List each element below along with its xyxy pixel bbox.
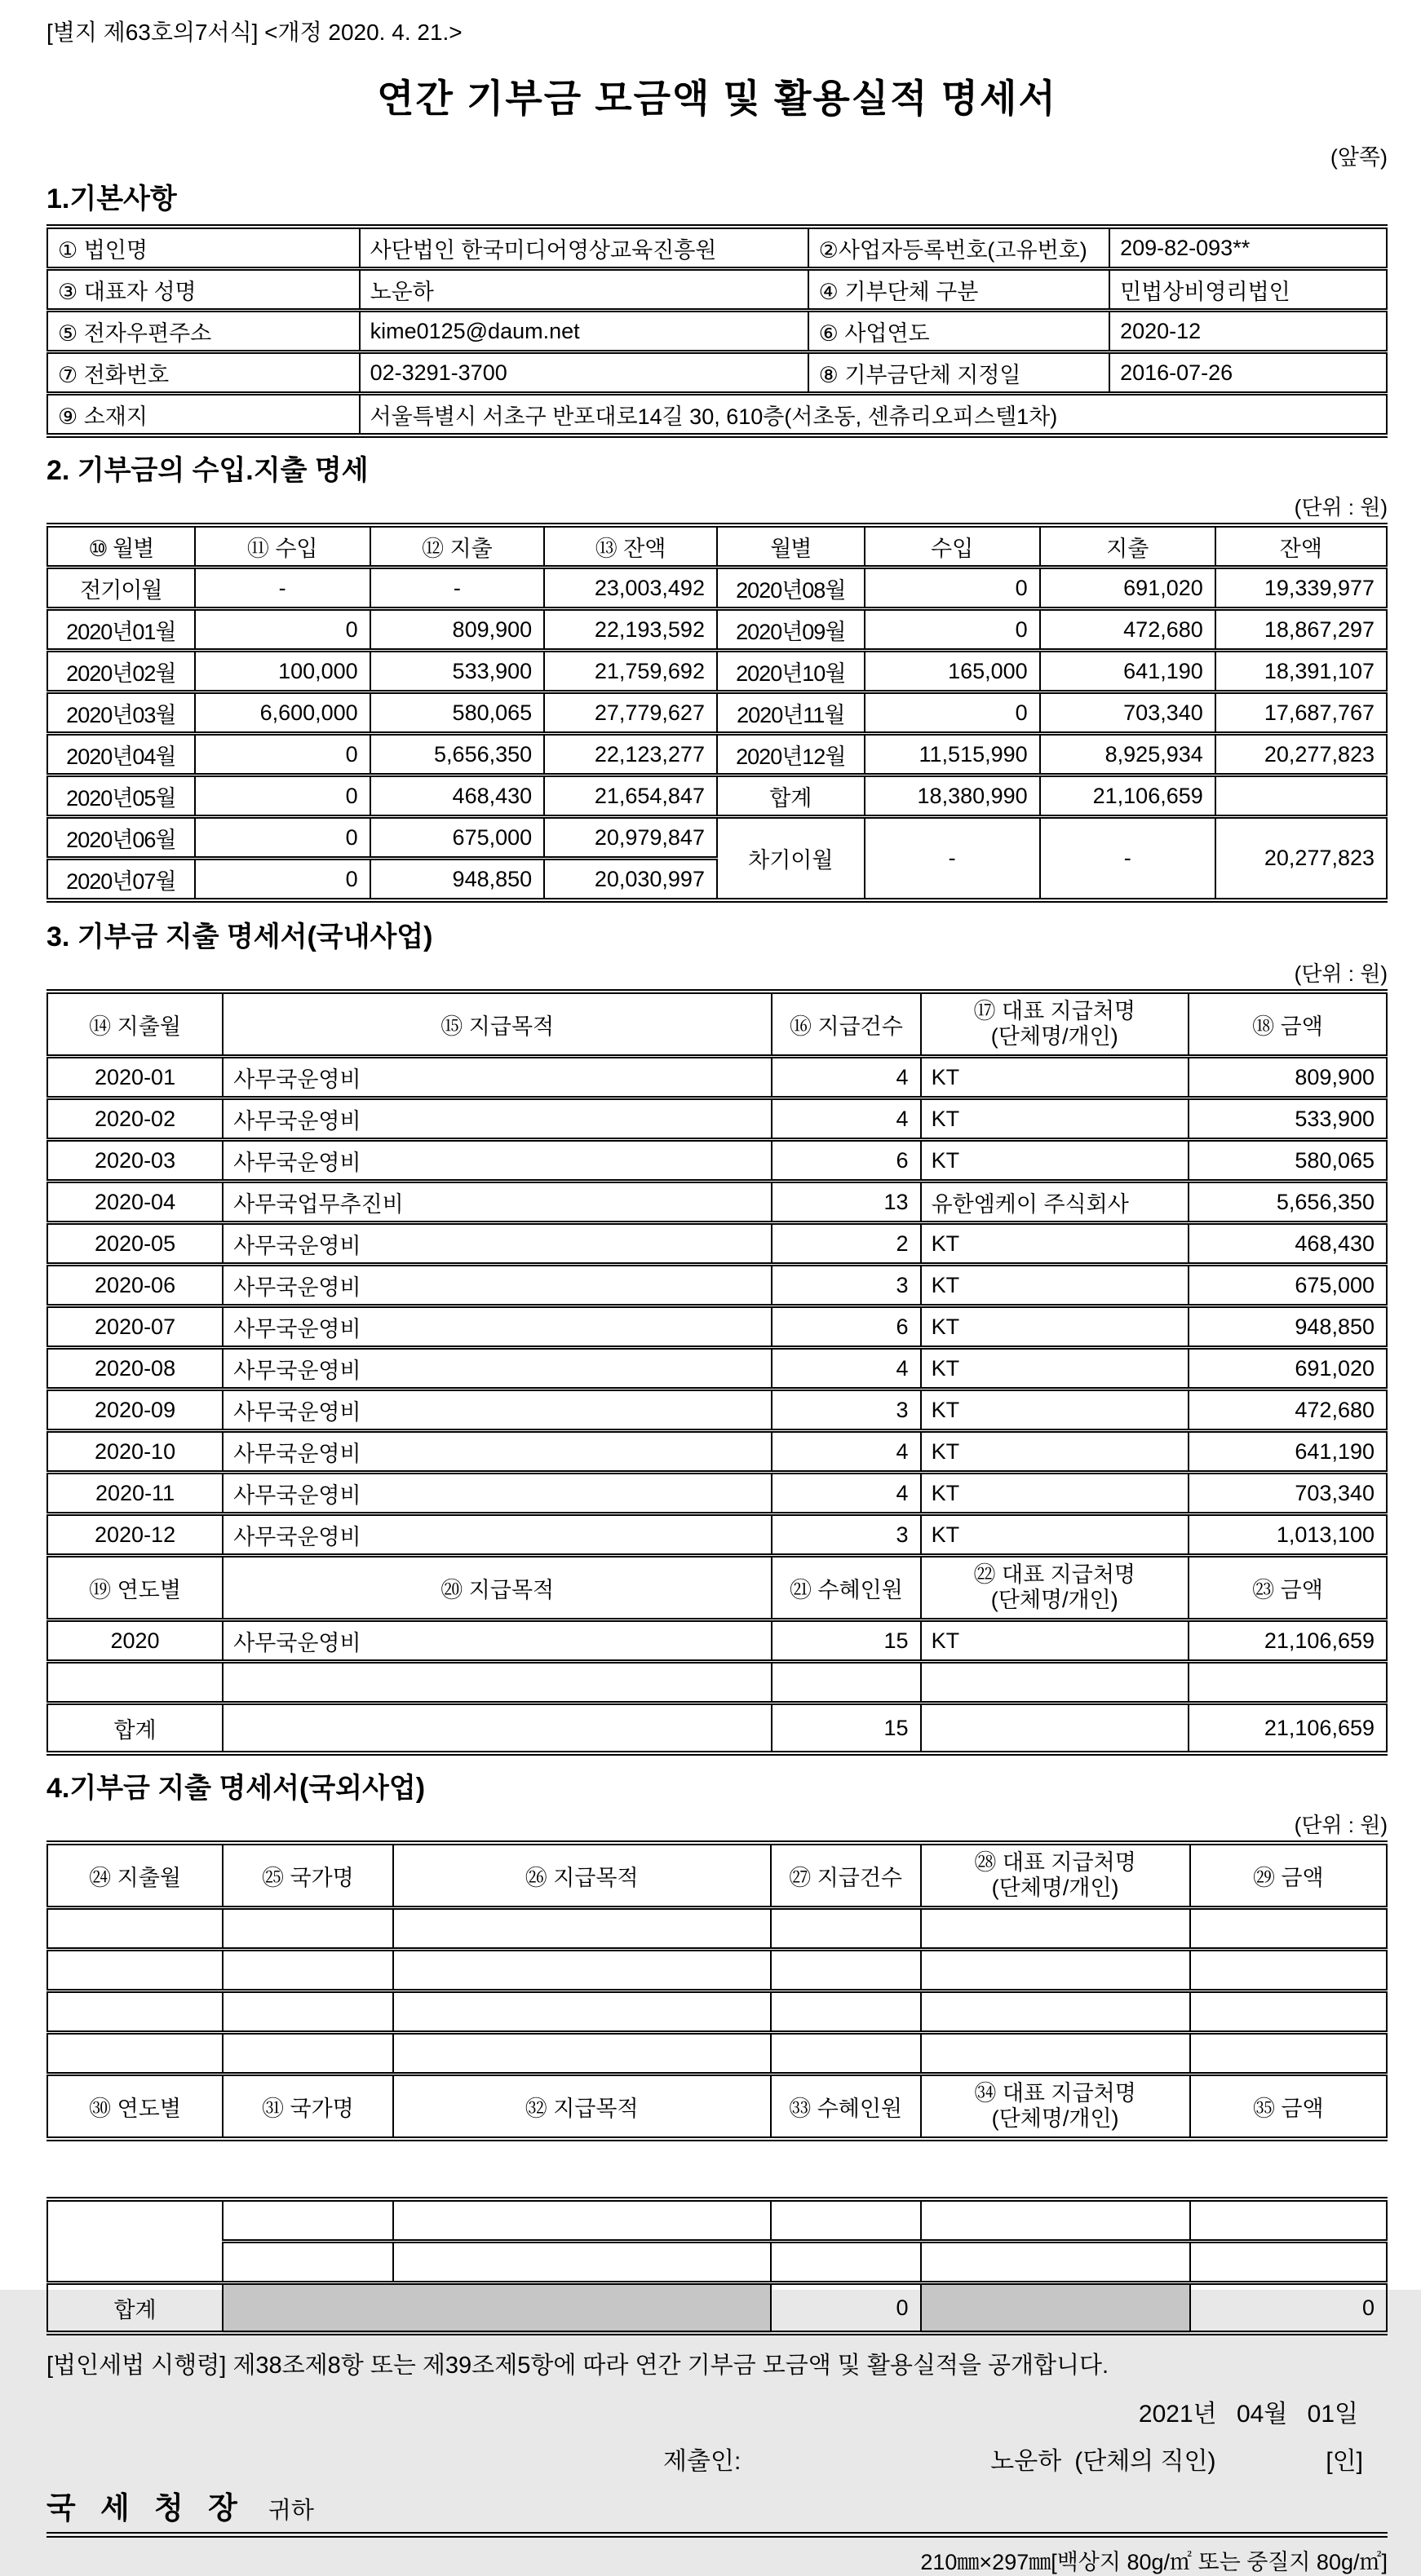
empty-cell — [921, 1662, 1189, 1703]
amount-cell: 472,680 — [1189, 1390, 1387, 1431]
table-row — [47, 1223, 1387, 1265]
count-cell: 6 — [772, 1306, 920, 1348]
carryover-label-cell: 차기이월 — [717, 817, 865, 901]
field-value: 2016-07-26 — [1109, 352, 1387, 394]
recipient-line — [46, 2483, 1388, 2527]
column-header: ㉞ 대표 지급처명 (단체명/개인) — [921, 2074, 1190, 2140]
total-row — [47, 2283, 1387, 2334]
month-cell: 2020년02월 — [47, 651, 195, 692]
empty-cell — [47, 1950, 223, 1991]
field-label: ③ 대표자 성명 — [47, 269, 360, 311]
table-row — [47, 1098, 1387, 1140]
empty-cell — [223, 1908, 393, 1950]
payee-cell: KT — [921, 1306, 1189, 1348]
empty-cell — [393, 2199, 771, 2242]
column-header: 월별 — [717, 525, 865, 568]
column-header: ㉓ 금액 — [1189, 1556, 1387, 1620]
empty-cell — [223, 2242, 393, 2283]
purpose-cell: 사무국운영비 — [223, 1348, 772, 1390]
expense-cell: 703,340 — [1040, 692, 1215, 734]
form-reference: [별지 제63호의7서식] <개정 2020. 4. 21.> — [46, 20, 463, 45]
table-row — [47, 1950, 1387, 1991]
empty-cell — [1190, 1991, 1387, 2033]
expense-cell: 21,106,659 — [1040, 775, 1215, 817]
expense-cell: 580,065 — [370, 692, 544, 734]
purpose-cell: 사무국운영비 — [223, 1390, 772, 1431]
amount-cell: 948,850 — [1189, 1306, 1387, 1348]
month-cell: 2020-05 — [47, 1223, 223, 1265]
expense-cell: 8,925,934 — [1040, 734, 1215, 775]
income-cell: 0 — [195, 775, 370, 817]
table-row — [47, 1390, 1387, 1431]
paper-spec-note: 210㎜×297㎜[백상지 80g/㎡ 또는 중질지 80g/㎡] — [920, 2550, 1388, 2574]
header-row — [47, 2074, 1387, 2140]
balance-cell: 21,654,847 — [544, 775, 717, 817]
empty-cell — [47, 1662, 223, 1703]
field-label: ⑦ 전화번호 — [47, 352, 360, 394]
balance-cell: 17,687,767 — [1215, 692, 1387, 734]
table-row — [47, 1908, 1387, 1950]
payee-cell: KT — [921, 1140, 1189, 1182]
amount-cell: 809,900 — [1189, 1057, 1387, 1098]
column-header: ⑲ 연도별 — [47, 1556, 223, 1620]
column-header: ㉜ 지급목적 — [393, 2074, 771, 2140]
income-cell: - — [195, 568, 370, 609]
field-value: kime0125@daum.net — [360, 311, 808, 352]
empty-cell — [47, 2199, 223, 2283]
income-cell: 0 — [195, 859, 370, 901]
field-label: ②사업자등록번호(고유번호) — [808, 227, 1109, 269]
income-cell: 100,000 — [195, 651, 370, 692]
field-value: 서울특별시 서초구 반포대로14길 30, 610층(서초동, 센츄리오피스텔1차) — [360, 394, 1387, 436]
domestic-expense-table — [46, 989, 1388, 1756]
column-header: ⑭ 지출월 — [47, 992, 223, 1057]
payee-cell: KT — [921, 1348, 1189, 1390]
amount-cell: 580,065 — [1189, 1140, 1387, 1182]
section2-heading: 2. 기부금의 수입.지출 명세 — [46, 455, 369, 486]
submission-date: 2021년 04월 01일 — [1138, 2401, 1358, 2428]
empty-cell — [771, 1991, 921, 2033]
empty-cell — [1190, 2199, 1387, 2242]
balance-cell: 18,867,297 — [1215, 609, 1387, 651]
count-cell: 13 — [772, 1182, 920, 1223]
empty-cell — [1190, 2242, 1387, 2283]
income-cell: 165,000 — [865, 651, 1040, 692]
field-value: 209-82-093** — [1109, 227, 1387, 269]
table-row — [47, 775, 1387, 817]
expense-cell: 533,900 — [370, 651, 544, 692]
count-cell: 4 — [772, 1098, 920, 1140]
column-header: ㉝ 수혜인원 — [771, 2074, 921, 2140]
balance-cell: 20,277,823 — [1215, 817, 1387, 901]
income-cell: 11,515,990 — [865, 734, 1040, 775]
table-row — [47, 1620, 1387, 1662]
field-label: ⑤ 전자우편주소 — [47, 311, 360, 352]
amount-cell: 21,106,659 — [1189, 1703, 1387, 1754]
month-cell: 2020-07 — [47, 1306, 223, 1348]
amount-cell: 675,000 — [1189, 1265, 1387, 1306]
month-cell: 2020년07월 — [47, 859, 195, 901]
expense-cell: 641,190 — [1040, 651, 1215, 692]
column-header: ㉗ 지급건수 — [771, 1843, 921, 1908]
month-cell: 2020년12월 — [717, 734, 865, 775]
balance-cell: 20,979,847 — [544, 817, 717, 859]
balance-cell: 19,339,977 — [1215, 568, 1387, 609]
month-cell: 2020-08 — [47, 1348, 223, 1390]
month-cell: 2020년09월 — [717, 609, 865, 651]
payee-cell: KT — [921, 1473, 1189, 1514]
table-row — [47, 1348, 1387, 1390]
submitter-line — [46, 2441, 1388, 2477]
table-row — [47, 269, 1387, 311]
total-row — [47, 1703, 1387, 1754]
field-value: 노운하 — [360, 269, 808, 311]
column-header: ㉛ 국가명 — [223, 2074, 393, 2140]
submitter-name: 노운하 — [990, 2448, 1062, 2475]
table-row — [47, 1306, 1387, 1348]
empty-cell — [223, 1991, 393, 2033]
table-row — [47, 1182, 1387, 1223]
count-cell: 4 — [772, 1348, 920, 1390]
column-header: ㉙ 금액 — [1190, 1843, 1387, 1908]
purpose-cell: 사무국운영비 — [223, 1265, 772, 1306]
month-cell: 2020년11월 — [717, 692, 865, 734]
column-header: ⑮ 지급목적 — [223, 992, 772, 1057]
section1-heading: 1.기본사항 — [46, 183, 177, 214]
column-header: 지출 — [1040, 525, 1215, 568]
expense-cell: 472,680 — [1040, 609, 1215, 651]
month-cell: 2020-01 — [47, 1057, 223, 1098]
bottom-rule — [46, 2532, 1388, 2538]
balance-cell: 18,391,107 — [1215, 651, 1387, 692]
column-header: 수입 — [865, 525, 1040, 568]
field-label: ⑥ 사업연도 — [808, 311, 1109, 352]
balance-cell: 23,003,492 — [544, 568, 717, 609]
balance-cell: 20,030,997 — [544, 859, 717, 901]
expense-cell: 948,850 — [370, 859, 544, 901]
amount-cell: 703,340 — [1189, 1473, 1387, 1514]
header-row — [47, 1843, 1387, 1908]
empty-cell — [393, 2242, 771, 2283]
empty-cell — [47, 2033, 223, 2074]
column-header: 잔액 — [1215, 525, 1387, 568]
month-cell: 2020-11 — [47, 1473, 223, 1514]
income-cell: 0 — [195, 734, 370, 775]
empty-cell — [1190, 1950, 1387, 1991]
page-side-note: (앞쪽) — [1330, 145, 1388, 170]
empty-cell — [393, 1950, 771, 1991]
empty-cell — [771, 1908, 921, 1950]
amount-cell: 1,013,100 — [1189, 1514, 1387, 1556]
income-cell: 0 — [195, 817, 370, 859]
table-row — [47, 817, 1387, 859]
income-cell: 6,600,000 — [195, 692, 370, 734]
empty-cell — [223, 2199, 393, 2242]
month-cell: 2020-06 — [47, 1265, 223, 1306]
table-row — [47, 2242, 1387, 2283]
month-cell: 2020-03 — [47, 1140, 223, 1182]
table-row — [47, 394, 1387, 436]
amount-cell: 468,430 — [1189, 1223, 1387, 1265]
balance-cell: 21,759,692 — [544, 651, 717, 692]
month-cell: 2020-04 — [47, 1182, 223, 1223]
table-row — [47, 651, 1387, 692]
payee-cell: KT — [921, 1620, 1189, 1662]
people-cell: 15 — [772, 1620, 920, 1662]
table-row — [47, 1057, 1387, 1098]
empty-cell — [1190, 1908, 1387, 1950]
table-row — [47, 227, 1387, 269]
month-cell: 2020년08월 — [717, 568, 865, 609]
column-header: ㉚ 연도별 — [47, 2074, 223, 2140]
balance-cell: 22,193,592 — [544, 609, 717, 651]
column-header: ⑬ 잔액 — [544, 525, 717, 568]
column-header: ⑱ 금액 — [1189, 992, 1387, 1057]
field-label: ⑨ 소재지 — [47, 394, 360, 436]
column-header: ⑫ 지출 — [370, 525, 544, 568]
amount-cell: 5,656,350 — [1189, 1182, 1387, 1223]
field-label: ① 법인명 — [47, 227, 360, 269]
shaded-cell — [223, 2283, 771, 2334]
count-cell: 2 — [772, 1223, 920, 1265]
payee-cell: KT — [921, 1431, 1189, 1473]
total-label-cell: 합계 — [47, 1703, 223, 1754]
column-header: ⑰ 대표 지급처명 (단체명/개인) — [921, 992, 1189, 1057]
field-value: 사단법인 한국미디어영상교육진흥원 — [360, 227, 808, 269]
empty-cell — [223, 2033, 393, 2074]
purpose-cell: 사무국운영비 — [223, 1140, 772, 1182]
empty-cell — [921, 1703, 1189, 1754]
amount-cell: 0 — [1190, 2283, 1387, 2334]
income-cell: 18,380,990 — [865, 775, 1040, 817]
income-cell: 0 — [865, 692, 1040, 734]
month-cell: 2020년03월 — [47, 692, 195, 734]
column-header: ㉑ 수혜인원 — [772, 1556, 920, 1620]
month-cell: 2020-09 — [47, 1390, 223, 1431]
income-cell: 0 — [195, 609, 370, 651]
amount-cell: 533,900 — [1189, 1098, 1387, 1140]
year-cell: 2020 — [47, 1620, 223, 1662]
payee-cell: KT — [921, 1390, 1189, 1431]
table-row — [47, 2033, 1387, 2074]
empty-cell — [921, 1908, 1190, 1950]
expense-cell: 675,000 — [370, 817, 544, 859]
income-expense-table — [46, 523, 1388, 903]
expense-cell: 691,020 — [1040, 568, 1215, 609]
payee-cell: 유한엠케이 주식회사 — [921, 1182, 1189, 1223]
count-cell: 6 — [772, 1140, 920, 1182]
purpose-cell: 사무국운영비 — [223, 1431, 772, 1473]
payee-cell: KT — [921, 1514, 1189, 1556]
expense-cell: 809,900 — [370, 609, 544, 651]
income-cell: 0 — [865, 609, 1040, 651]
column-header: ㉟ 금액 — [1190, 2074, 1387, 2140]
expense-cell: - — [1040, 817, 1215, 901]
income-cell: - — [865, 817, 1040, 901]
amount-cell: 641,190 — [1189, 1431, 1387, 1473]
month-cell: 2020-10 — [47, 1431, 223, 1473]
empty-cell — [772, 1662, 920, 1703]
payee-cell: KT — [921, 1223, 1189, 1265]
empty-cell — [47, 1908, 223, 1950]
table-row — [47, 568, 1387, 609]
section3-heading: 3. 기부금 지출 명세서(국내사업) — [46, 921, 433, 952]
empty-cell — [47, 1991, 223, 2033]
purpose-cell: 사무국운영비 — [223, 1514, 772, 1556]
empty-cell — [771, 2033, 921, 2074]
recipient-name: 국 세 청 장 — [46, 2491, 246, 2525]
column-header: ㉒ 대표 지급처명 (단체명/개인) — [921, 1556, 1189, 1620]
count-cell: 4 — [772, 1473, 920, 1514]
column-header: ㉔ 지출월 — [47, 1843, 223, 1908]
count-cell: 4 — [772, 1431, 920, 1473]
amount-cell: 691,020 — [1189, 1348, 1387, 1390]
empty-cell — [393, 1991, 771, 2033]
month-cell: 2020년04월 — [47, 734, 195, 775]
table-row — [47, 609, 1387, 651]
empty-cell — [921, 1991, 1190, 2033]
legal-statement: [법인세법 시행령] 제38조제8항 또는 제39조제5항에 따라 연간 기부금 모금액 및 활용실적을 공개합니다. — [46, 2353, 1109, 2379]
people-cell: 15 — [772, 1703, 920, 1754]
purpose-cell: 사무국업무추진비 — [223, 1182, 772, 1223]
header-row — [47, 992, 1387, 1057]
empty-cell — [921, 1950, 1190, 1991]
page-title: 연간 기부금 모금액 및 활용실적 명세서 — [377, 77, 1057, 120]
empty-cell — [1190, 2033, 1387, 2074]
income-cell: 0 — [865, 568, 1040, 609]
empty-cell — [1189, 1662, 1387, 1703]
seal-mark: [인] — [1326, 2448, 1363, 2475]
empty-cell — [921, 2242, 1190, 2283]
column-header: ㉘ 대표 지급처명 (단체명/개인) — [921, 1843, 1190, 1908]
empty-cell — [393, 1908, 771, 1950]
empty-cell — [223, 1703, 772, 1754]
seal-note: (단체의 직인) — [1074, 2448, 1216, 2475]
month-cell: 2020년01월 — [47, 609, 195, 651]
table-row — [47, 311, 1387, 352]
empty-cell — [771, 1950, 921, 1991]
recipient-suffix: 귀하 — [268, 2498, 314, 2524]
table-row — [47, 1473, 1387, 1514]
column-header: ⑯ 지급건수 — [772, 992, 920, 1057]
month-cell: 2020-12 — [47, 1514, 223, 1556]
balance-cell: 27,779,627 — [544, 692, 717, 734]
payee-cell: KT — [921, 1098, 1189, 1140]
total-label-cell: 합계 — [717, 775, 865, 817]
unit-note: (단위 : 원) — [1294, 1813, 1388, 1837]
amount-cell: 21,106,659 — [1189, 1620, 1387, 1662]
purpose-cell: 사무국운영비 — [223, 1098, 772, 1140]
unit-note: (단위 : 원) — [1294, 961, 1388, 986]
column-header: ⑪ 수입 — [195, 525, 370, 568]
empty-cell — [223, 1950, 393, 1991]
table-row — [47, 2199, 1387, 2242]
field-label: ④ 기부단체 구분 — [808, 269, 1109, 311]
table-row — [47, 692, 1387, 734]
purpose-cell: 사무국운영비 — [223, 1473, 772, 1514]
unit-note: (단위 : 원) — [1294, 495, 1388, 519]
purpose-cell: 사무국운영비 — [223, 1057, 772, 1098]
column-header: ㉖ 지급목적 — [393, 1843, 771, 1908]
table-row — [47, 1265, 1387, 1306]
purpose-cell: 사무국운영비 — [223, 1306, 772, 1348]
header-row — [47, 1556, 1387, 1620]
count-cell: 3 — [772, 1265, 920, 1306]
table-row — [47, 1991, 1387, 2033]
basic-info-table — [46, 224, 1388, 438]
empty-cell — [921, 2199, 1190, 2242]
field-value: 2020-12 — [1109, 311, 1387, 352]
overseas-total-table — [46, 2197, 1388, 2335]
expense-cell: - — [370, 568, 544, 609]
column-header: ⑳ 지급목적 — [223, 1556, 772, 1620]
table-row — [47, 1431, 1387, 1473]
empty-cell — [223, 1662, 772, 1703]
table-row — [47, 1140, 1387, 1182]
count-cell: 0 — [771, 2283, 921, 2334]
column-header: ⑩ 월별 — [47, 525, 195, 568]
header-row — [47, 525, 1387, 568]
count-cell: 3 — [772, 1514, 920, 1556]
table-row — [47, 1662, 1387, 1703]
balance-cell: 22,123,277 — [544, 734, 717, 775]
month-cell: 전기이월 — [47, 568, 195, 609]
month-cell: 2020년05월 — [47, 775, 195, 817]
month-cell: 2020년10월 — [717, 651, 865, 692]
month-cell: 2020년06월 — [47, 817, 195, 859]
empty-cell — [771, 2199, 921, 2242]
table-row — [47, 1514, 1387, 1556]
purpose-cell: 사무국운영비 — [223, 1223, 772, 1265]
field-value: 민법상비영리법인 — [1109, 269, 1387, 311]
count-cell: 4 — [772, 1057, 920, 1098]
purpose-cell: 사무국운영비 — [223, 1620, 772, 1662]
expense-cell: 468,430 — [370, 775, 544, 817]
table-row — [47, 352, 1387, 394]
expense-cell: 5,656,350 — [370, 734, 544, 775]
field-label: ⑧ 기부금단체 지정일 — [808, 352, 1109, 394]
table-row — [47, 734, 1387, 775]
submitter-label: 제출인: — [663, 2448, 741, 2475]
month-cell: 2020-02 — [47, 1098, 223, 1140]
column-header: ㉕ 국가명 — [223, 1843, 393, 1908]
empty-cell — [393, 2033, 771, 2074]
balance-cell: 20,277,823 — [1215, 734, 1387, 775]
shaded-cell — [921, 2283, 1190, 2334]
empty-cell — [921, 2033, 1190, 2074]
count-cell: 3 — [772, 1390, 920, 1431]
overseas-expense-table — [46, 1840, 1388, 2141]
field-value: 02-3291-3700 — [360, 352, 808, 394]
payee-cell: KT — [921, 1057, 1189, 1098]
total-label-cell: 합계 — [47, 2283, 223, 2334]
balance-cell — [1215, 775, 1387, 817]
payee-cell: KT — [921, 1265, 1189, 1306]
empty-cell — [771, 2242, 921, 2283]
section4-heading: 4.기부금 지출 명세서(국외사업) — [46, 1773, 426, 1804]
